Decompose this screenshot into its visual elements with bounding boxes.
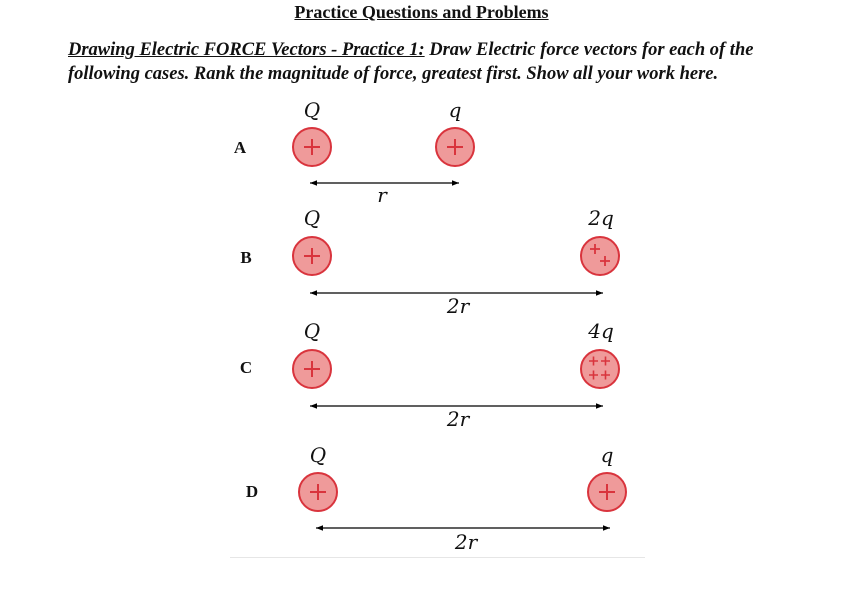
case-b-right-charge (581, 237, 619, 275)
practice-heading: Drawing Electric FORCE Vectors - Practice 1: (68, 40, 425, 60)
case-d-distance-label: 2r (454, 530, 478, 554)
case-label-d: D (245, 482, 259, 501)
case-label-b: B (240, 248, 252, 267)
case-label-c: C (239, 358, 253, 377)
case-b-left-charge-label: Q (303, 206, 321, 230)
case-b-distance-label: 2r (446, 294, 470, 318)
page-title: Practice Questions and Problems (294, 2, 549, 22)
case-a-distance-label: r (377, 183, 387, 207)
case-a-right-charge (436, 128, 474, 166)
case-d-right-charge (588, 473, 626, 511)
case-c-left-charge (293, 350, 331, 388)
case-c-distance-label: 2r (446, 407, 470, 431)
case-a-right-charge-label: q (448, 98, 462, 122)
case-d-left-charge-label: Q (309, 443, 327, 467)
case-c-left-charge-label: Q (303, 319, 321, 343)
case-b-right-charge-label: 2q (588, 206, 614, 230)
case-label-a: A (233, 138, 247, 157)
case-a-left-charge-label: Q (303, 98, 321, 122)
case-c-right-charge-label: 4q (588, 319, 614, 343)
case-d-right-charge-label: q (600, 443, 614, 467)
divider-line (230, 557, 645, 558)
instructions-text: Draw Electric force vectors for each of the following cases. Rank the magnitude of force, greatest first. Show all your work here. (68, 40, 754, 84)
case-b-left-charge (293, 237, 331, 275)
case-d-left-charge (299, 473, 337, 511)
case-c-right-charge (581, 350, 619, 388)
case-a-left-charge (293, 128, 331, 166)
